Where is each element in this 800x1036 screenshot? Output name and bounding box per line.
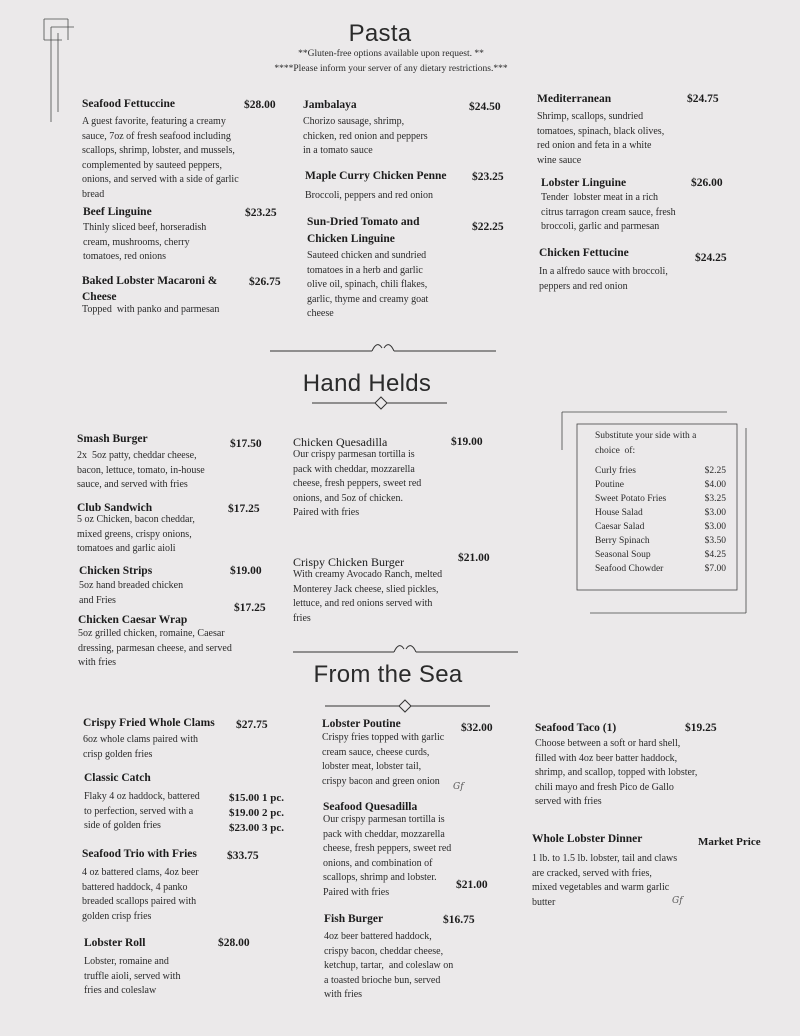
item-name: Seafood Fettuccine (82, 98, 175, 110)
item-price: $19.00 2 pc. (229, 807, 284, 819)
item-name: Classic Catch (84, 772, 151, 784)
gluten-free-mark: Gf (453, 782, 464, 792)
item-name: Seafood Quesadilla (323, 801, 418, 813)
item-description: 5oz hand breaded chicken and Fries (79, 580, 184, 606)
side-price: $4.25 (704, 550, 726, 560)
item-description: 5oz grilled chicken, romaine, Caesar dressing, parmesan cheese, and served with fries (78, 628, 232, 669)
item-description: 2x 5oz patty, cheddar cheese, bacon, lettuce, tomato, in-house sauce, and served with fries (77, 450, 205, 491)
section-title-hand-helds: Hand Helds (302, 370, 432, 397)
item-name: Mediterranean (537, 93, 612, 105)
side-row (595, 534, 726, 548)
item-description: 6oz whole clams paired with crisp golden fries (83, 734, 198, 760)
item-price: $17.25 (228, 503, 260, 515)
side-price: $3.00 (704, 522, 726, 532)
item-name: Chicken Quesadilla (293, 435, 388, 449)
item-name: Crispy Chicken Burger (293, 555, 405, 569)
item-price: $28.00 (218, 937, 250, 949)
item-name: Sun-Dried Tomato and Chicken Linguine (307, 216, 420, 245)
side-row (595, 506, 726, 520)
side-row (595, 520, 726, 534)
item-name: Baked Lobster Macaroni & Cheese (82, 275, 218, 303)
sea-underline (325, 700, 490, 712)
item-name: Smash Burger (77, 433, 148, 445)
item-description: 4oz beer battered haddock, crispy bacon, cheddar cheese, ketchup, tartar, and coleslaw on a toasted brioche bun, served with fries (324, 931, 454, 1001)
item-name: Whole Lobster Dinner (532, 833, 643, 845)
section-title-pasta: Pasta (348, 20, 412, 47)
side-price: $3.25 (704, 494, 726, 504)
item-description: Flaky 4 oz haddock, battered to perfection, served with a side of golden fries (84, 791, 200, 832)
item-description: A guest favorite, featuring a creamy sauce, 7oz of fresh seafood including scallops, shrimp, lobster, and mussels, complemented by sauteed peppers, onions, and served with a side of garlic bread (82, 116, 239, 200)
item-price: $17.25 (234, 602, 266, 614)
item-name: Seafood Taco (1) (535, 722, 617, 734)
side-row (595, 548, 726, 562)
dietary-note: ****Please inform your server of any dietary restrictions.*** (274, 64, 508, 74)
side-price: $4.00 (704, 480, 726, 490)
side-price: $3.50 (704, 536, 726, 546)
item-name: Crispy Fried Whole Clams (83, 717, 215, 729)
side-name: Sweet Potato Fries (595, 494, 667, 504)
side-price: $3.00 (704, 508, 726, 518)
hand-helds-underline (312, 397, 447, 409)
side-name: Seafood Chowder (595, 564, 664, 574)
side-name: Caesar Salad (595, 522, 645, 532)
side-row (595, 492, 726, 506)
item-name: Lobster Linguine (541, 177, 627, 189)
pasta-bottom-divider (270, 345, 496, 351)
item-description: Lobster, romaine and truffle aioli, served with fries and coleslaw (84, 956, 181, 997)
item-name: Seafood Trio with Fries (82, 848, 197, 860)
item-description: Choose between a soft or hard shell, filled with 4oz beer batter haddock, shrimp, and scallop, topped with lobster, chili mayo and fresh Pico de Gallo served with fries (535, 738, 698, 808)
item-name: Club Sandwich (77, 502, 153, 514)
item-description: 4 oz battered clams, 4oz beer battered haddock, 4 panko breaded scallops paired with golden crisp fries (82, 867, 199, 922)
gluten-free-note: **Gluten-free options available upon request. ** (298, 49, 484, 59)
item-name: Beef Linguine (83, 206, 152, 218)
item-price: $19.25 (685, 722, 717, 734)
item-name: Jambalaya (303, 99, 357, 111)
side-substitutions (595, 429, 726, 579)
section-title-from-the-sea: From the Sea (313, 661, 463, 688)
item-description: Crispy fries topped with garlic cream sauce, cheese curds, lobster meat, lobster tail, crispy bacon and green onion (322, 732, 445, 787)
item-name: Fish Burger (324, 913, 384, 925)
side-name: House Salad (595, 508, 643, 518)
item-price: $26.75 (249, 276, 281, 288)
item-price: $24.50 (469, 101, 501, 113)
item-price: $22.25 (472, 221, 504, 233)
side-row (595, 478, 726, 492)
gluten-free-mark: Gf (672, 896, 683, 906)
side-name: Berry Spinach (595, 536, 650, 546)
item-price: $23.25 (472, 171, 504, 183)
item-price: $21.00 (458, 552, 490, 564)
item-description: Tender lobster meat in a rich citrus tarragon cream sauce, fresh broccoli, garlic and parmesan (541, 192, 676, 233)
sides-intro: Substitute your side with a choice of: (595, 431, 697, 456)
item-price: $24.75 (687, 93, 719, 105)
item-description: Topped with panko and parmesan (82, 304, 220, 315)
side-row (595, 562, 726, 576)
item-price: $15.00 1 pc. (229, 792, 284, 804)
item-price: $28.00 (244, 99, 276, 111)
item-name: Lobster Poutine (322, 718, 401, 730)
item-price: $19.00 (230, 565, 262, 577)
item-price: $24.25 (695, 252, 727, 264)
item-name: Maple Curry Chicken Penne (305, 170, 447, 182)
side-name: Poutine (595, 480, 625, 490)
sea-top-divider (293, 646, 518, 652)
item-price: $16.75 (443, 914, 475, 926)
item-description: Our crispy parmesan tortilla is pack with cheddar, mozzarella cheese, fresh peppers, sweet red onions, and combination of scallops, shrimp and lobster. Paired with fries (323, 814, 452, 898)
item-description: With creamy Avocado Ranch, melted Monterey Jack cheese, slied pickles, lettuce, and red onions served with fries (293, 569, 443, 624)
item-description: Chorizo sausage, shrimp, chicken, red onion and peppers in a tomato sauce (303, 116, 428, 157)
item-price: $23.25 (245, 207, 277, 219)
item-price: $27.75 (236, 719, 268, 731)
diamond-ornament (399, 700, 411, 712)
item-price: $23.00 3 pc. (229, 822, 284, 834)
item-name: Chicken Caesar Wrap (78, 614, 188, 626)
item-description: Shrimp, scallops, sundried tomatoes, spinach, black olives, red onion and feta in a white wine sauce (537, 111, 665, 166)
corner-ornament (44, 19, 74, 122)
item-price: $32.00 (461, 722, 493, 734)
side-name: Curly fries (595, 466, 636, 476)
scroll-ornament (394, 646, 416, 652)
side-name: Seasonal Soup (595, 550, 651, 560)
diamond-ornament (375, 397, 387, 409)
item-price: $33.75 (227, 850, 259, 862)
scroll-ornament (372, 345, 394, 351)
item-price: $21.00 (456, 879, 488, 891)
item-price: $17.50 (230, 438, 262, 450)
item-description: Thinly sliced beef, horseradish cream, mushrooms, cherry tomatoes, red onions (83, 222, 207, 263)
item-name: Lobster Roll (84, 937, 146, 949)
item-price: $19.00 (451, 436, 483, 448)
item-price: $26.00 (691, 177, 723, 189)
side-price: $2.25 (704, 466, 726, 476)
item-description: Sauteed chicken and sundried tomatoes in a herb and garlic olive oil, spinach, chili flakes, garlic, thyme and creamy goat cheese (307, 250, 429, 320)
item-description: 5 oz Chicken, bacon cheddar, mixed greens, crispy onions, tomatoes and garlic aioli (77, 514, 195, 555)
item-description: 1 lb. to 1.5 lb. lobster, tail and claws are cracked, served with fries, mixed vegetables and warm garlic butter (532, 853, 678, 908)
item-name: Chicken Strips (79, 565, 153, 577)
item-description: Broccoli, peppers and red onion (305, 190, 434, 201)
item-description: In a alfredo sauce with broccoli, peppers and red onion (539, 266, 668, 292)
side-price: $7.00 (704, 564, 726, 574)
item-name: Chicken Fettucine (539, 247, 629, 259)
side-row (595, 464, 726, 478)
item-price: Market Price (698, 836, 761, 848)
item-description: Our crispy parmesan tortilla is pack with cheddar, mozzarella cheese, fresh peppers, sweet red onions, and 5oz of chicken. Paired with fries (293, 449, 422, 519)
